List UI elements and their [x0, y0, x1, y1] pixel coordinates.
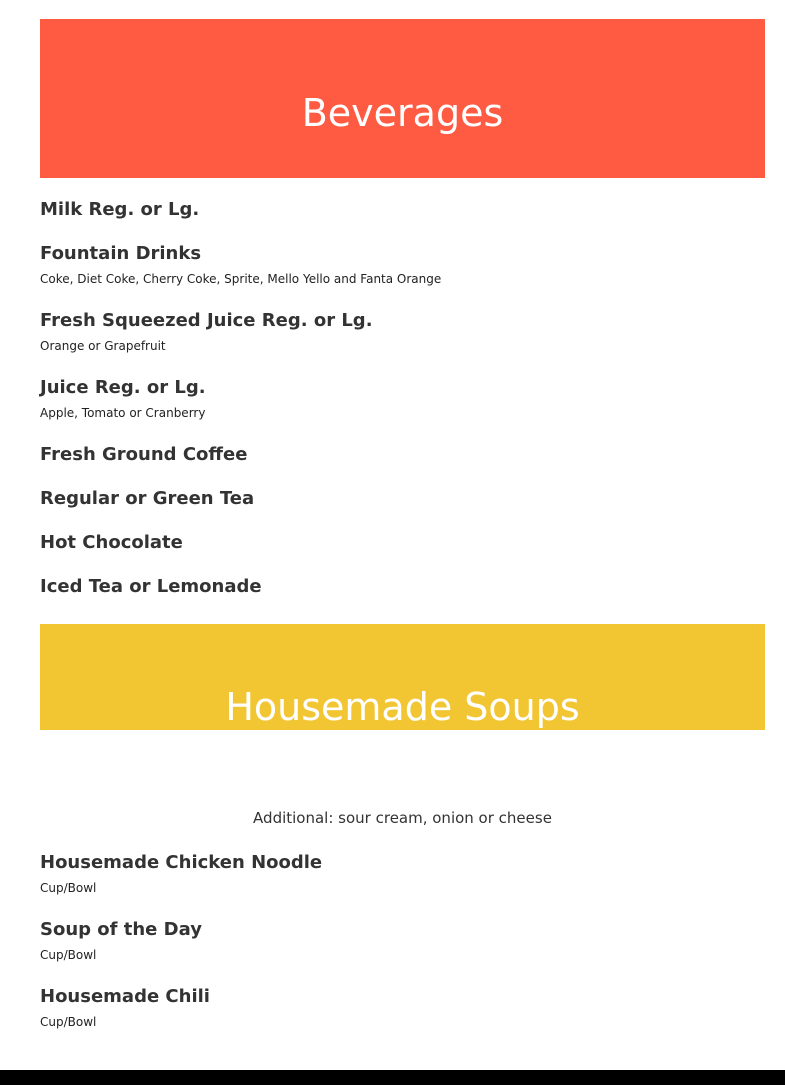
- soups-additional-note: Additional: sour cream, onion or cheese: [253, 809, 552, 827]
- menu-item-name: Milk Reg. or Lg.: [40, 199, 200, 220]
- beverages-banner: [40, 19, 765, 178]
- menu-item-description: Cup/Bowl: [40, 948, 97, 962]
- bottom-bar: [0, 1070, 785, 1085]
- menu-item-name: Soup of the Day: [40, 919, 202, 940]
- menu-item-name: Fresh Squeezed Juice Reg. or Lg.: [40, 310, 373, 331]
- menu-item-description: Cup/Bowl: [40, 881, 97, 895]
- beverages-title: Beverages: [301, 91, 504, 135]
- soups-title: Housemade Soups: [225, 685, 580, 729]
- menu-item-name: Fountain Drinks: [40, 243, 202, 264]
- menu-item-name: Housemade Chili: [40, 986, 210, 1007]
- menu-item-name: Iced Tea or Lemonade: [40, 576, 262, 597]
- menu-item-description: Apple, Tomato or Cranberry: [40, 406, 206, 420]
- menu-item-description: Coke, Diet Coke, Cherry Coke, Sprite, Mello Yello and Fanta Orange: [40, 272, 442, 286]
- menu-item-name: Hot Chocolate: [40, 532, 183, 553]
- soups-banner: [40, 624, 765, 730]
- menu-item-description: Cup/Bowl: [40, 1015, 97, 1029]
- menu-item-name: Fresh Ground Coffee: [40, 444, 248, 465]
- menu-item-name: Housemade Chicken Noodle: [40, 852, 323, 873]
- menu-item-name: Regular or Green Tea: [40, 488, 255, 509]
- menu-item-description: Orange or Grapefruit: [40, 339, 166, 353]
- menu-item-name: Juice Reg. or Lg.: [40, 377, 206, 398]
